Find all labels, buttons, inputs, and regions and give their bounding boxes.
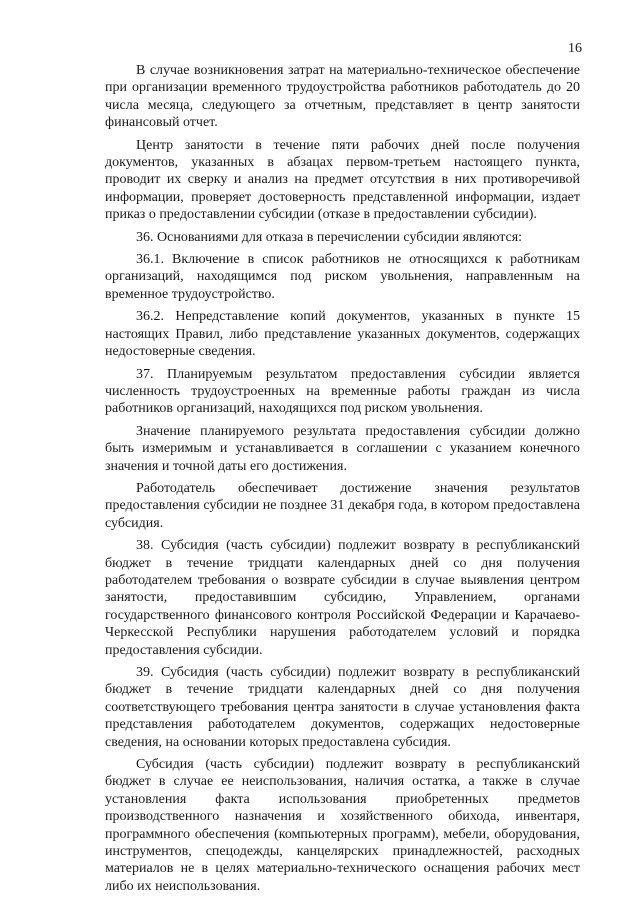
paragraph-37-planned-result: 37. Планируемым результатом предоставления субсидии является численность трудоустроенных на временные работы граждан из числа работников организаций, находящихся под риском увольнения. — [105, 366, 580, 417]
paragraph-result-value: Значение планируемого результата предоставления субсидии должно быть измеримым и устанавливается в соглашении с указанием конечного значения и точной даты его достижения. — [105, 423, 580, 474]
paragraph-36-refusal-grounds: 36. Основаниями для отказа в перечислении субсидии являются: — [136, 229, 523, 245]
paragraph-expense-report: В случае возникновения затрат на материально-техническое обеспечение при организации временного трудоустройства работников работодатель до 20 числа месяца, следующего за отчетным, представляет в центр занятости финансовый отчет. — [105, 63, 580, 131]
paragraph-36-1: 36.1. Включение в список работников не относящихся к работникам организаций, находящимся под риском увольнения, направленным на временное трудоустройство. — [105, 252, 580, 302]
document-body — [105, 62, 580, 900]
paragraph-document-check: Центр занятости в течение пяти рабочих дней после получения документов, указанных в абзацах первом-третьем настоящего пункта, проводит их сверку и анализ на предмет отсутствия в них противоречивой информации, проверяет достоверность представленной информации, издает приказ о предоставлении субсидии (отказе в предоставлении субсидии). — [105, 137, 580, 223]
paragraph-result-deadline: Работодатель обеспечивает достижение значения результатов предоставления субсидии не позднее 31 декабря года, в котором предоставлена субсидия. — [105, 480, 580, 531]
paragraph-refund-unused: Субсидия (часть субсидии) подлежит возврату в республиканский бюджет в случае ее неиспользования, наличия остатка, а также в случае установления факта использования приобретенных предметов производственного назначения и хозяйственного обихода, инвентаря, программного обеспечения (компьютерных программ), мебели, оборудования, инструментов, спецодежды, канцелярских принадлежностей, расходных материалов не в целях материально-технического оснащения рабочих мест либо их неиспользования. — [105, 757, 580, 894]
paragraph-38-refund: 38. Субсидия (часть субсидии) подлежит возврату в республиканский бюджет в течение тридцати календарных дней со дня получения работодателем требования о возврате субсидии в случае выявления центром занятости, предоставившим субсидию, Управлением, органами государственного финансового контроля Российской Федерации и Карачаево-Черкесской Республики нарушения работодателем условий и порядка предоставления субсидии. — [105, 538, 580, 658]
paragraph-36-2: 36.2. Непредставление копий документов, указанных в пункте 15 настоящих Правил, либо представление указанных документов, содержащих недостоверные сведения. — [105, 309, 580, 360]
paragraph-39-refund: 39. Субсидия (часть субсидии) подлежит возврату в республиканский бюджет в течение тридцати календарных дней со дня получения соответствующего требования центра занятости в случае установления факта представления работодателем документов, содержащих недостоверные сведения, на основании которых предоставлена субсидия. — [105, 665, 580, 750]
page-number: 16 — [568, 41, 582, 56]
